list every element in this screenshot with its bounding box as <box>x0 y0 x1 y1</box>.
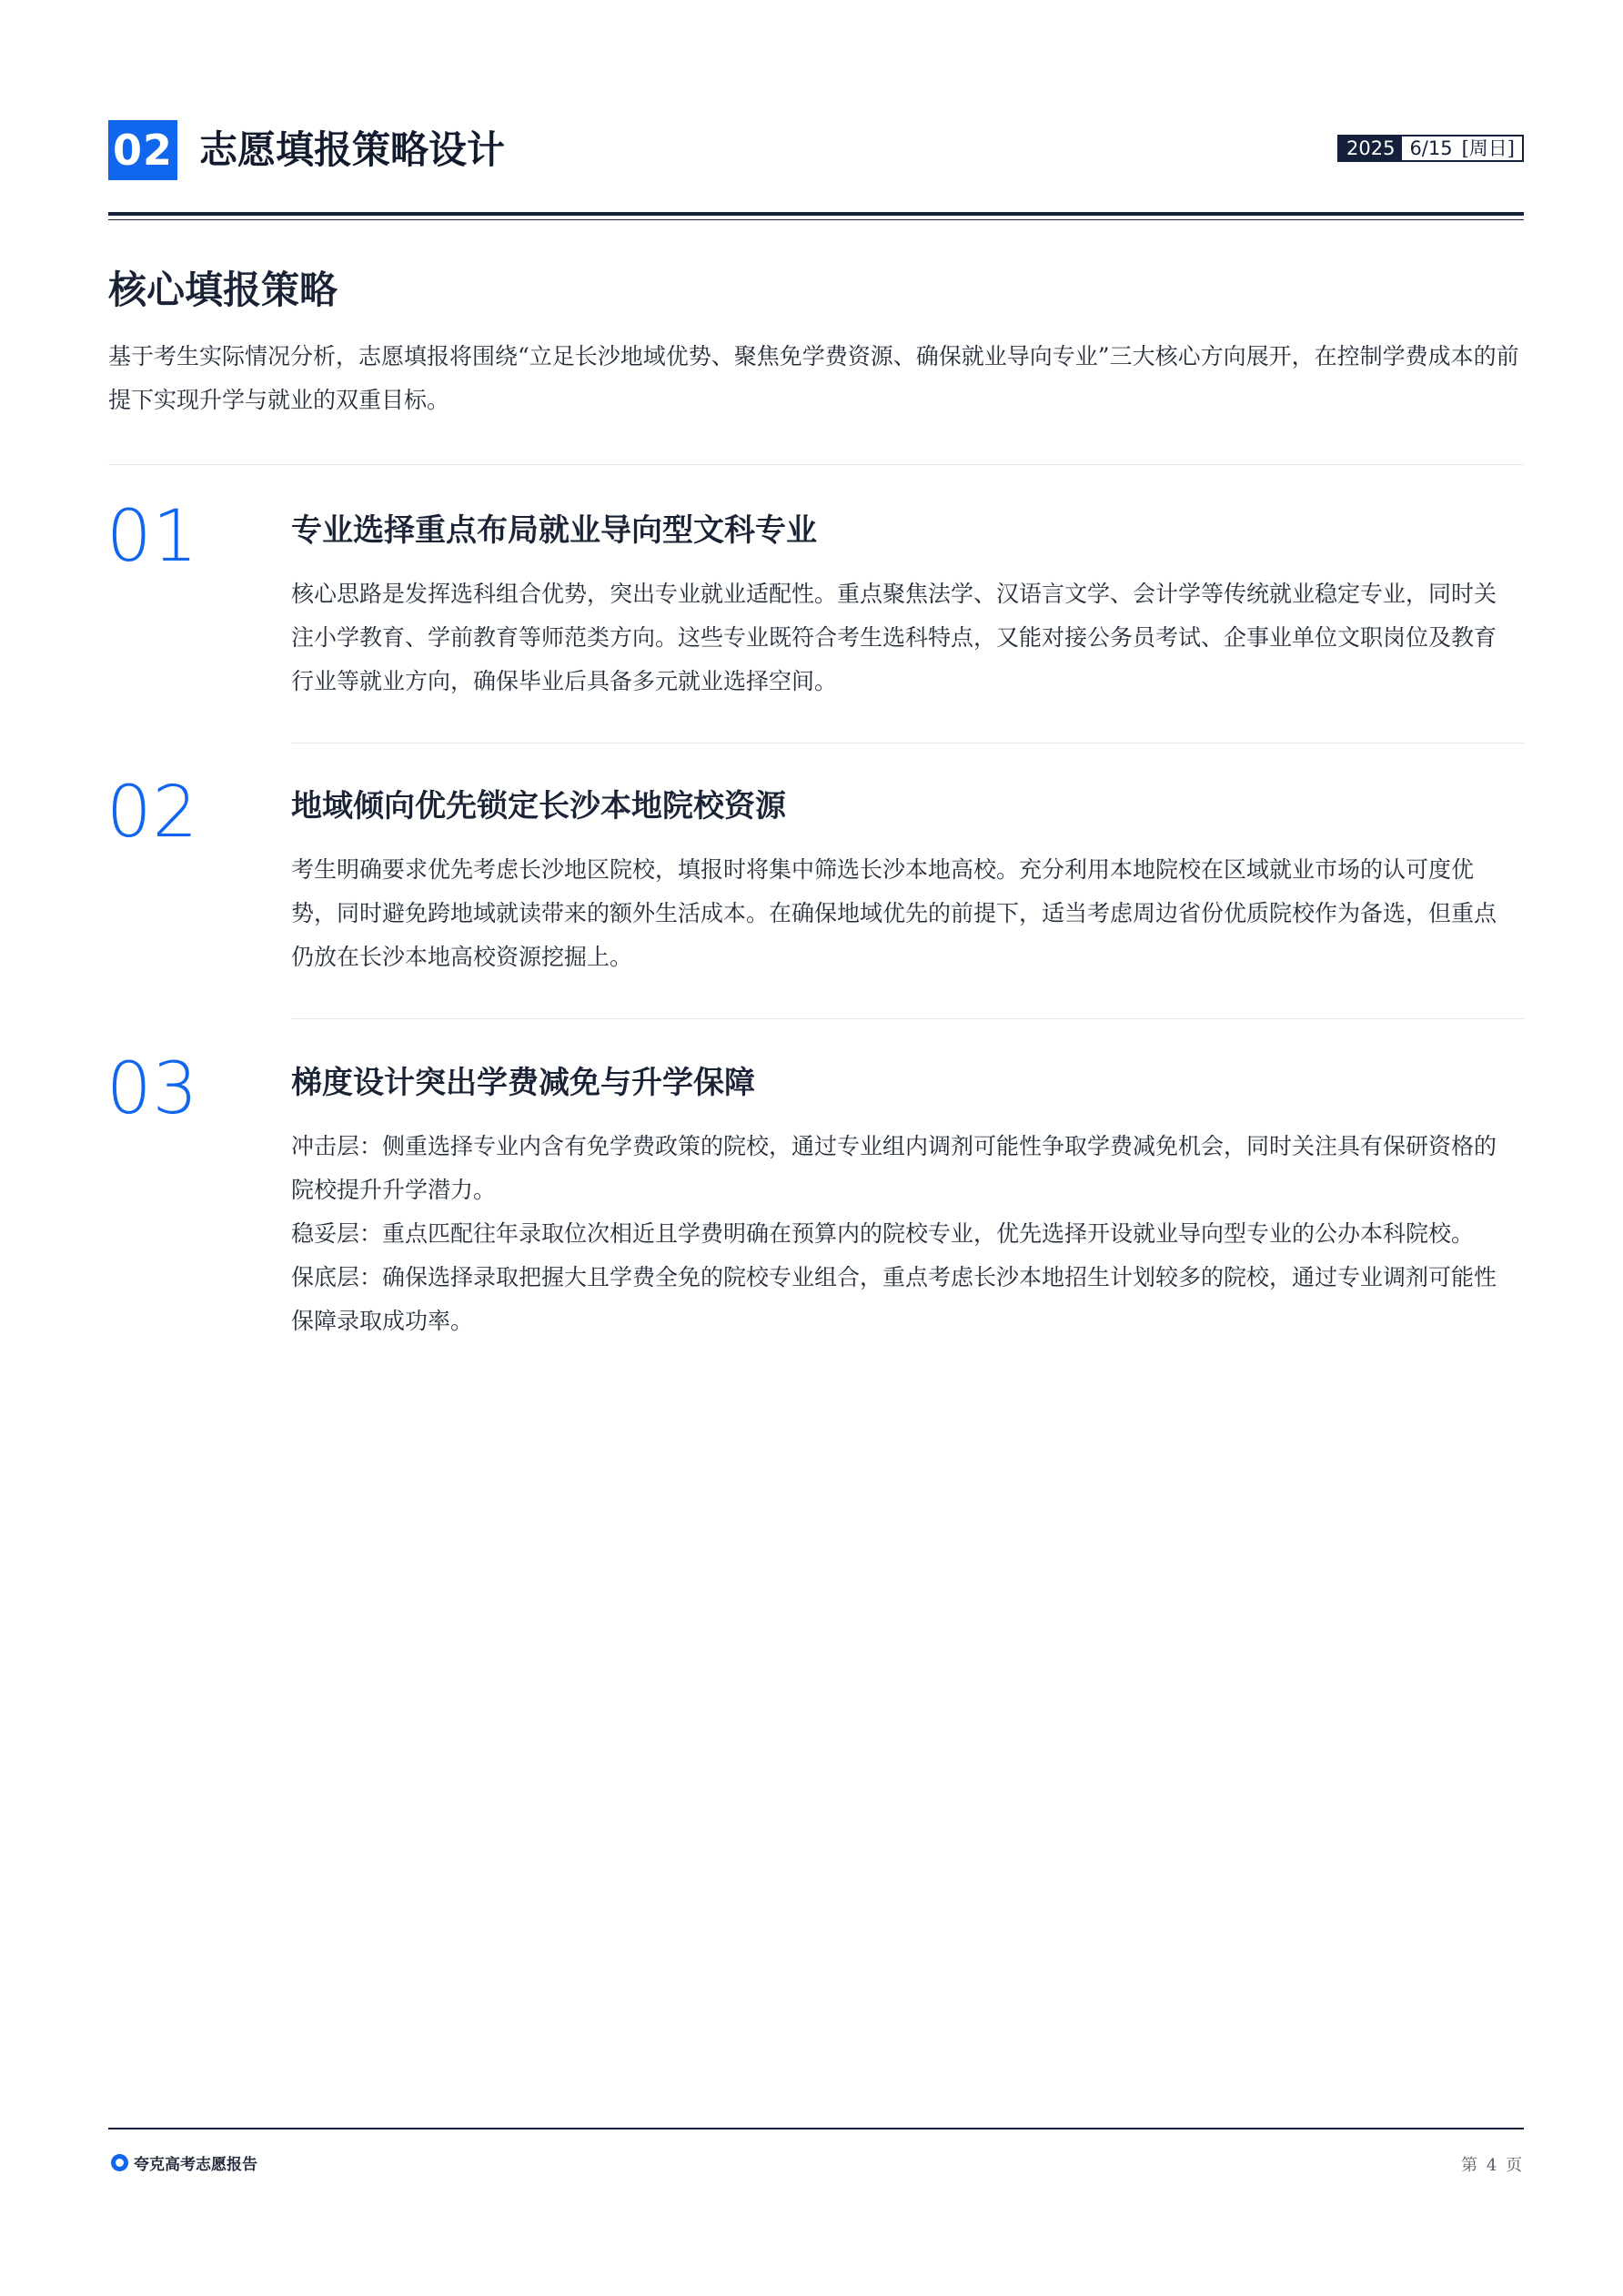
item-number: 02 <box>106 772 199 854</box>
date-monthday: 6/15 <box>1409 137 1453 159</box>
section-title: 志愿填报策略设计 <box>199 127 506 172</box>
item-paragraph: 核心思路是发挥选科组合优势，突出专业就业适配性。重点聚焦法学、汉语言文学、会计学等传统就业稳定专业，同时关注小学教育、学前教育等师范类方向。这些专业既符合考生选科特点，又能对接公务员考试、企事业单位文职岗位及教育行业等就业方向，确保毕业后具备多元就业选择空间。 <box>291 581 1497 694</box>
item-paragraph: 考生明确要求优先考虑长沙地区院校，填报时将集中筛选长沙本地高校。充分利用本地院校在区域就业市场的认可度优势，同时避免跨地域就读带来的额外生活成本。在确保地域优先的前提下，适当考虑周边省份优质院校作为备选，但重点仍放在长沙本地高校资源挖掘上。 <box>291 856 1497 970</box>
item-title: 专业选择重点布局就业导向型文科专业 <box>291 512 817 549</box>
page-number: 第 4 页 <box>1461 2156 1524 2175</box>
item-body <box>291 848 1510 979</box>
footer-brand <box>111 2151 257 2174</box>
tier-safety-paragraph: 保底层：确保选择录取把握大且学费全免的院校专业组合，重点考虑长沙本地招生计划较多的院校，通过专业调剂可能性保障录取成功率。 <box>291 1264 1497 1334</box>
section-number-badge: 02 <box>108 120 177 180</box>
footer-rule <box>108 2128 1524 2129</box>
date-weekday: [周日] <box>1461 137 1515 159</box>
date-year: 2025 <box>1339 137 1402 160</box>
page-heading: 核心填报策略 <box>108 268 338 312</box>
item-number: 01 <box>106 496 199 578</box>
brand-name: 夸克高考志愿报告 <box>134 2156 257 2174</box>
intro-divider <box>108 464 1524 465</box>
brand-logo-icon <box>111 2154 128 2171</box>
tier-steady-paragraph: 稳妥层：重点匹配往年录取位次相近且学费明确在预算内的院校专业，优先选择开设就业导向型专业的公办本科院校。 <box>291 1220 1475 1247</box>
header-rule-thin <box>108 219 1524 220</box>
item-body <box>291 572 1510 703</box>
item-title: 地域倾向优先锁定长沙本地院校资源 <box>291 788 786 824</box>
item-divider <box>291 1018 1524 1019</box>
date-badge <box>1337 135 1524 162</box>
page-header <box>108 120 1524 182</box>
item-title: 梯度设计突出学费减免与升学保障 <box>291 1065 755 1101</box>
item-body <box>291 1125 1510 1343</box>
item-number: 03 <box>106 1048 199 1130</box>
header-rule-thick <box>108 212 1524 216</box>
tier-rush-paragraph: 冲击层：侧重选择专业内含有免学费政策的院校，通过专业组内调剂可能性争取学费减免机会，同时关注具有保研资格的院校提升升学潜力。 <box>291 1133 1497 1203</box>
intro-paragraph: 基于考生实际情况分析，志愿填报将围绕“立足长沙地域优势、聚焦免学费资源、确保就业导向专业”三大核心方向展开，在控制学费成本的前提下实现升学与就业的双重目标。 <box>108 343 1519 413</box>
